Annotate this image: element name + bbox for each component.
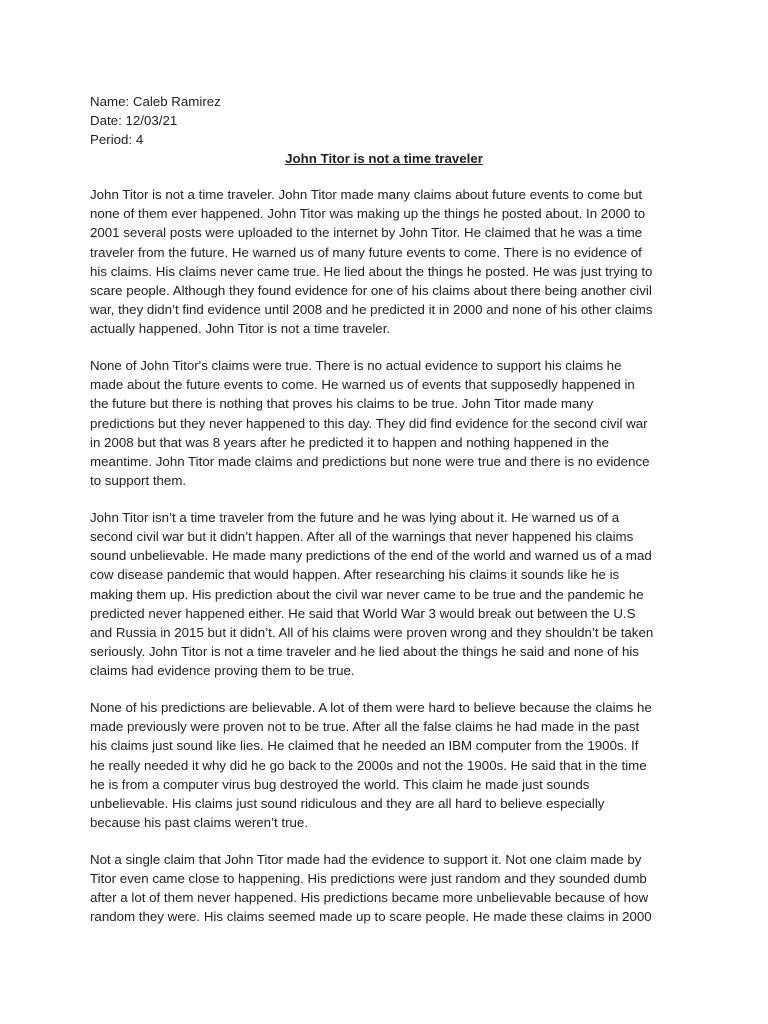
paragraph-line: traveler from the future. He warned us of many future events to come. There is no evidence of xyxy=(90,244,642,260)
paragraph-line: None of his predictions are believable. A lot of them were hard to believe because the claims he xyxy=(90,700,652,716)
paragraph-line: sound unbelievable. He made many predictions of the end of the world and warned us of a mad xyxy=(90,548,652,564)
paragraph-line: meantime. John Titor made claims and predictions but none were true and there is no evidence xyxy=(90,454,650,470)
paragraph-line: None of John Titor's claims were true. There is no actual evidence to support his claims he xyxy=(90,358,622,374)
class-period: Period: 4 xyxy=(90,132,144,148)
paragraph-line: making them up. His prediction about the civil war never came to be true and the pandemic he xyxy=(90,586,644,602)
paragraph-line: scare people. Although they found evidence for one of his claims about there being another civil xyxy=(90,283,652,299)
paragraph-line: cow disease pandemic that would happen. After researching his claims it sounds like he is xyxy=(90,567,620,583)
paragraph-line: John Titor is not a time traveler. John Titor made many claims about future events to come but xyxy=(90,187,643,202)
paragraph-line: made previously were proven not to be true. After all the false claims he had made in the past xyxy=(90,719,640,735)
paragraph-line: the future but there is nothing that proves his claims to be true. John Titor made many xyxy=(90,396,594,412)
paragraph-line: random they were. His claims seemed made up to scare people. He made these claims in 2000 xyxy=(90,909,652,925)
paragraph-line: his claims just sound like lies. He claimed that he needed an IBM computer from the 1900s. If xyxy=(90,738,639,754)
essay-paragraph xyxy=(90,356,690,490)
paragraph-line: war, they didn’t find evidence until 2008 and he predicted it in 2000 and none of his other claims xyxy=(90,302,653,318)
paragraph-line: John Titor isn’t a time traveler from the future and he was lying about it. He warned us of a xyxy=(90,509,620,525)
student-name: Name: Caleb Ramirez xyxy=(90,94,221,109)
paragraph-line: Titor even came close to happening. His predictions were just random and they sounded dumb xyxy=(90,871,647,887)
essay-paragraph xyxy=(90,508,690,681)
paragraph-line: made about the future events to come. He warned us of events that supposedly happened in xyxy=(90,377,635,393)
paragraph-line: in 2008 but that was 8 years after he predicted it to happen and nothing happened in the xyxy=(90,434,609,450)
paragraph-line: 2001 several posts were uploaded to the internet by John Titor. He claimed that he was a time xyxy=(90,225,643,241)
student-info-header xyxy=(90,92,221,150)
essay-paragraph xyxy=(90,850,690,927)
paragraph-line: seriously. John Titor is not a time traveler and he lied about the things he said and none of his xyxy=(90,644,639,660)
essay-paragraph xyxy=(90,185,690,339)
paragraph-line: and Russia in 2015 but it didn’t. All of his claims were proven wrong and they shouldn’t be taken xyxy=(90,625,654,641)
paragraph-line: actually happened. John Titor is not a time traveler. xyxy=(90,321,391,337)
paragraph-line: he is from a computer virus bug destroyed the world. This claim he made just sounds xyxy=(90,776,590,792)
essay-paragraph xyxy=(90,698,690,832)
assignment-date: Date: 12/03/21 xyxy=(90,113,178,129)
paragraph-line: predicted never happened either. He said that World War 3 would break out between the U.S xyxy=(90,605,636,621)
essay-body xyxy=(90,185,690,944)
paragraph-line: none of them ever happened. John Titor was making up the things he posted about. In 2000 to xyxy=(90,206,646,222)
paragraph-line: he really needed it why did he go back to the 2000s and not the 1900s. He said that in the time xyxy=(90,757,647,773)
paragraph-line: Not a single claim that John Titor made had the evidence to support it. Not one claim made by xyxy=(90,851,642,867)
paragraph-line: to support them. xyxy=(90,473,187,489)
paragraph-line: because his past claims weren’t true. xyxy=(90,815,309,831)
paragraph-line: second civil war but it didn’t happen. After all of the warnings that never happened his claims xyxy=(90,529,634,545)
paragraph-line: unbelievable. His claims just sound ridiculous and they are all hard to believe especially xyxy=(90,796,605,812)
essay-title: John Titor is not a time traveler xyxy=(285,151,483,166)
paragraph-line: his claims. His claims never came true. He lied about the things he posted. He was just trying to xyxy=(90,263,653,279)
paragraph-line: claims had evidence proving them to be true. xyxy=(90,663,355,679)
paragraph-line: predictions but they never happened to this day. They did find evidence for the second civil war xyxy=(90,415,648,431)
paragraph-line: after a lot of them never happened. His predictions became more unbelievable because of how xyxy=(90,890,649,906)
